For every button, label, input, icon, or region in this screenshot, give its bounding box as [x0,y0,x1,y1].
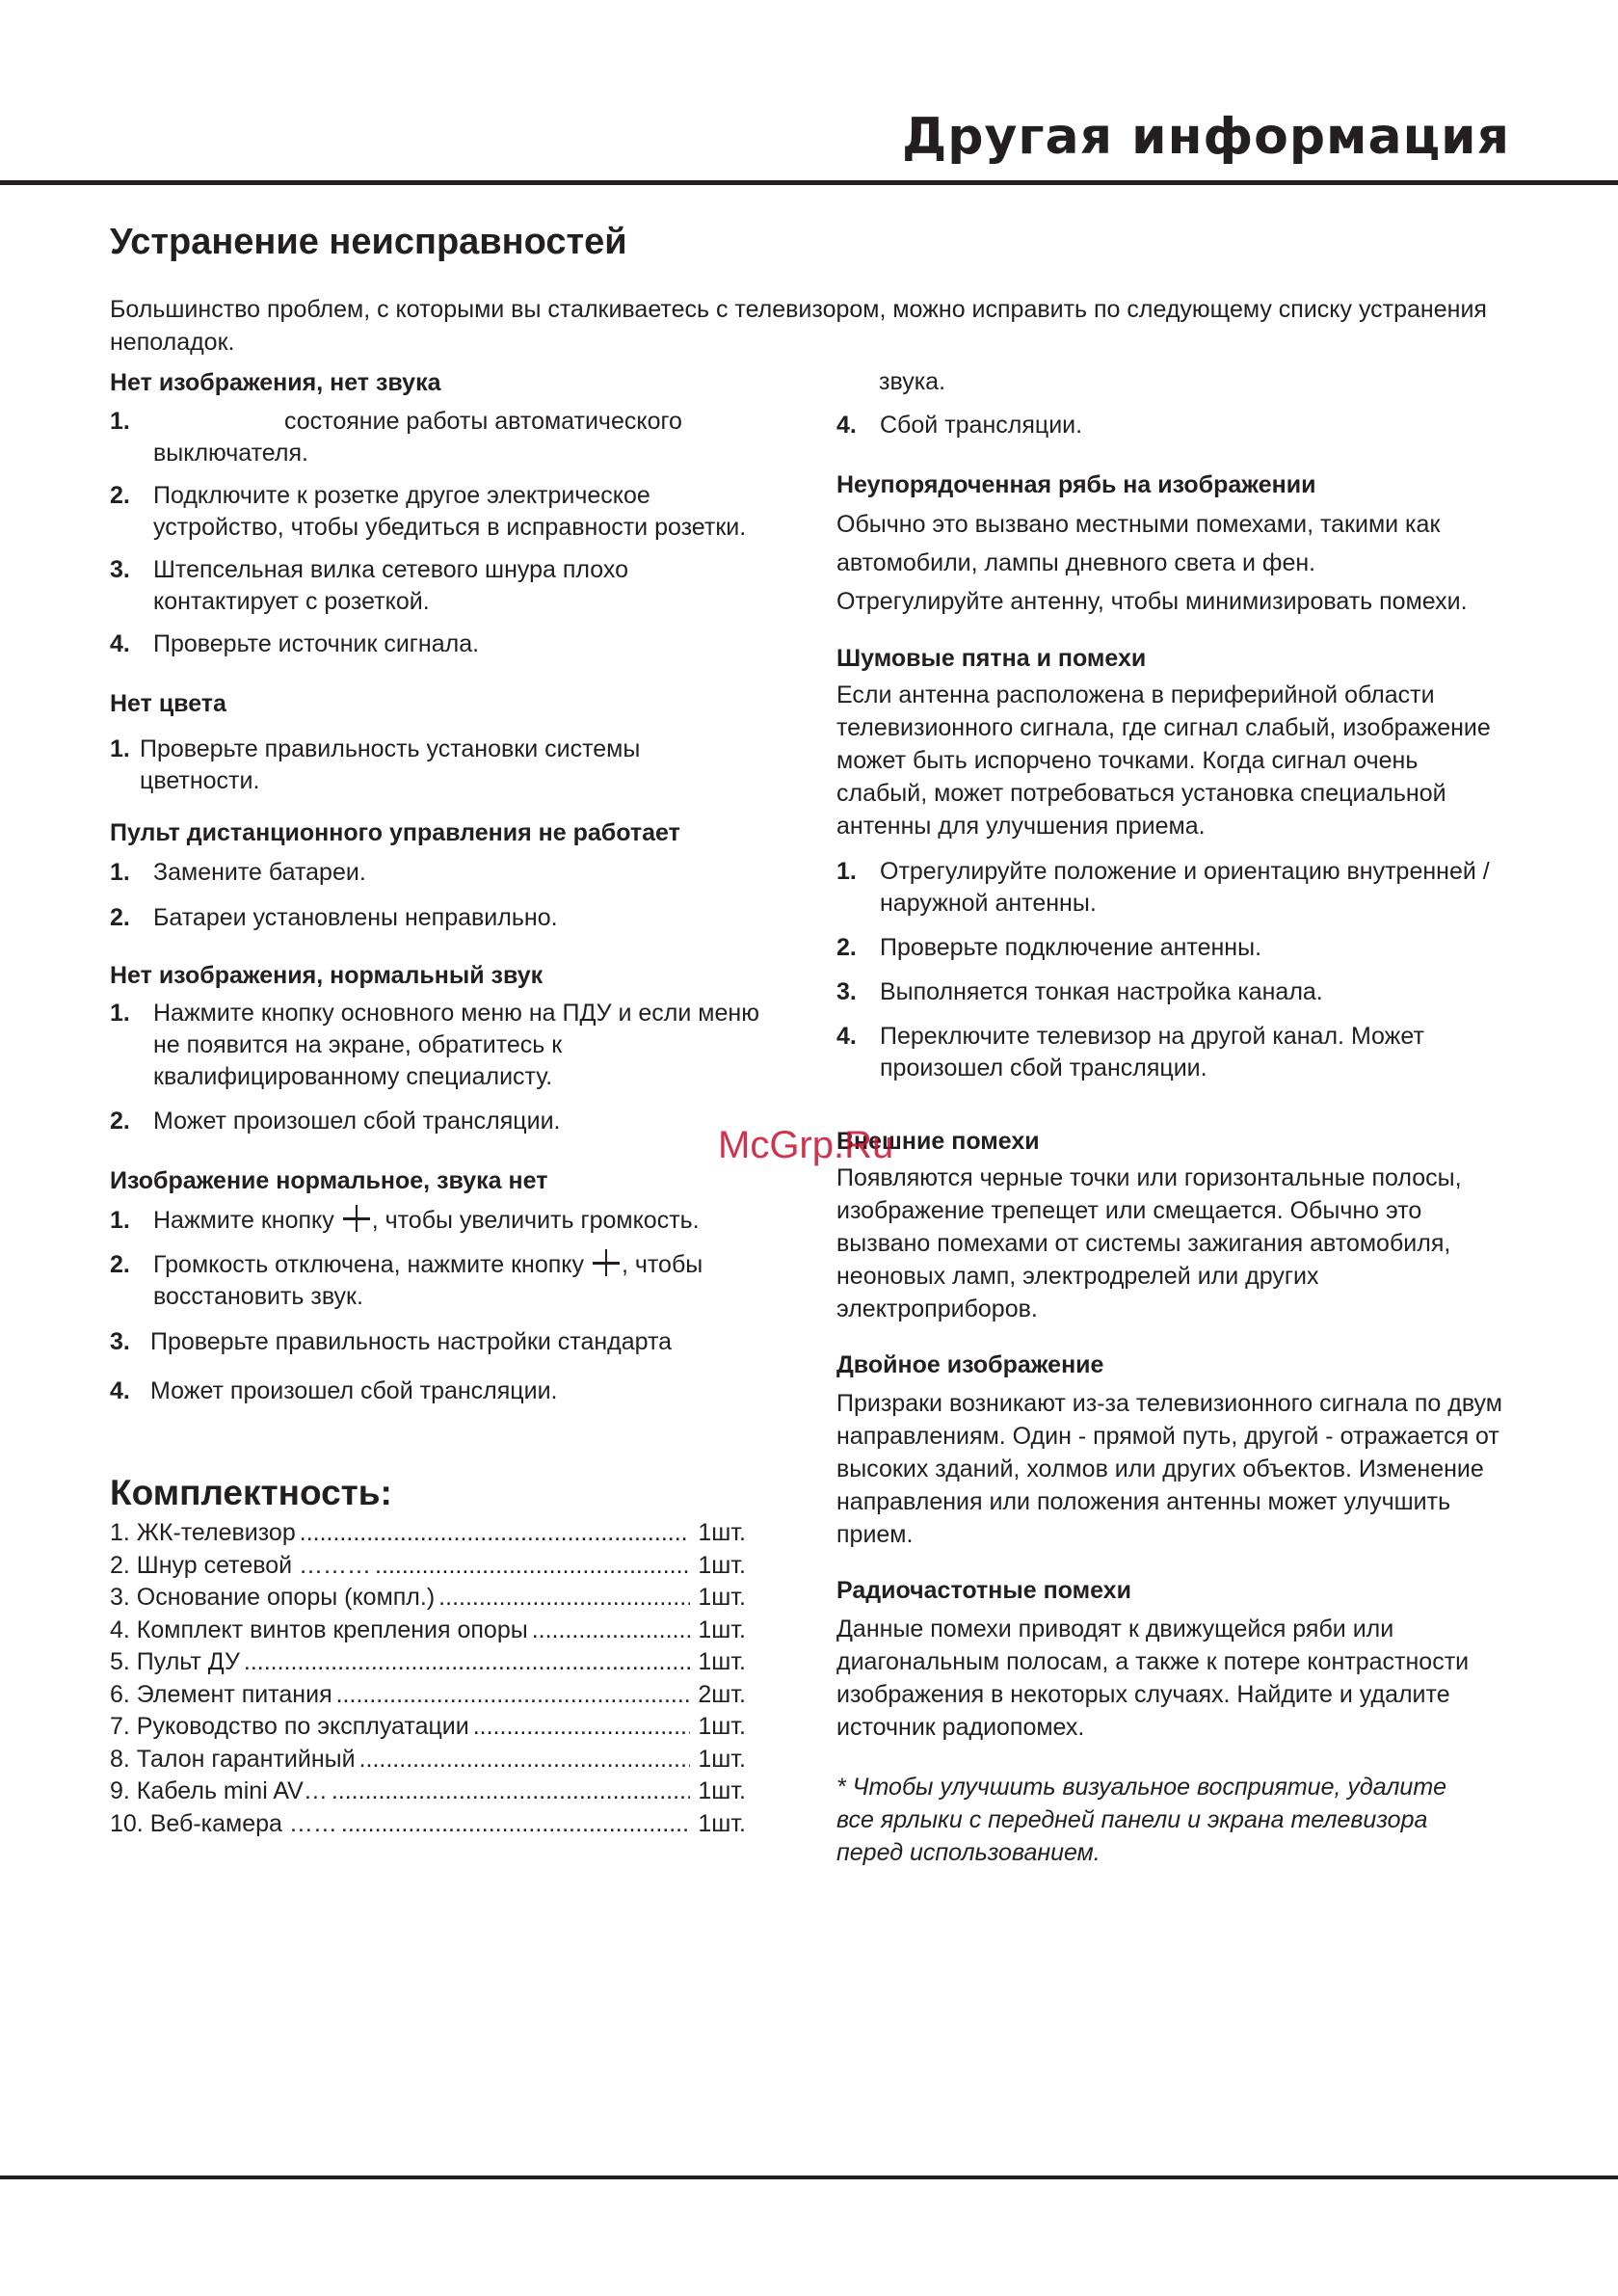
item-text: Батареи установлены неправильно. [153,904,558,931]
item-text: Замените батареи. [153,859,366,886]
leader-dots [296,1517,690,1550]
leader-dots [240,1646,690,1679]
heading-no-picture-no-sound: Нет изображения, нет звука [110,369,441,396]
item-text-before: Громкость отключена, нажмите кнопку [153,1251,591,1278]
kit-item [110,1582,746,1615]
item-number: 2. [836,934,857,961]
list-no-color [110,734,765,797]
leader-dots [332,1679,690,1712]
list-no-picture-normal-sound [110,998,765,1137]
list-item [836,976,1511,1008]
list-item [110,1375,765,1407]
external-text: Появляются черные точки или горизонтальные полосы, изображение трепещет или смещается. Обычно это вызвано помехами от системы зажигания автомобиля, неоновых ламп, электродрелей или других электроприборов. [836,1164,1462,1322]
kit-item [110,1775,746,1808]
item-number: 3. [110,556,130,583]
item-number: 2. [110,1108,130,1135]
note-text: * Чтобы улучшить визуальное восприятие, удалите все ярлыки с передней панели и экрана телевизора перед использованием. [836,1774,1447,1866]
item-number: 4. [110,630,130,657]
list-normal-picture-no-sound [110,1205,765,1407]
kit-item-name: 8. Талон гарантийный [110,1745,356,1773]
list-item [110,1326,765,1358]
list-item [110,857,765,889]
leader-dots [528,1615,690,1647]
list-item [110,734,765,797]
list-item [110,628,765,660]
list-item [110,1106,765,1137]
kit-item [110,1550,746,1583]
heading-rf: Радиочастотные помехи [836,1577,1131,1604]
kit-item [110,1808,746,1841]
list-item [110,902,765,934]
item-number: 1. [110,1000,130,1027]
plus-icon [593,1249,620,1276]
list-item [836,932,1511,964]
heading-no-color: Нет цвета [110,690,226,717]
list-noise [836,856,1511,1084]
item-text: Проверьте подключение антенны. [880,934,1262,961]
left-column [110,366,765,1840]
item-text-after: , чтобы увеличить громкость. [371,1207,700,1234]
kit-item-name: 10. Веб-камера …… [110,1809,337,1837]
kit-item-qty: 1шт. [698,1809,746,1837]
heading-normal-picture-no-sound: Изображение нормальное, звука нет [110,1167,548,1194]
kit-list [110,1517,765,1840]
item-text: Переключите телевизор на другой канал. Может произошел сбой трансляции. [880,1023,1424,1081]
list-item [110,1205,765,1237]
footer-rule [0,2176,1618,2179]
heading-ripple: Неупорядоченная рябь на изображении [836,471,1316,498]
list-continued [836,410,1511,441]
item-text: Нажмите кнопку основного меню на ПДУ и если меню не появится на экране, обратитесь к квалифицированному специалисту. [153,1000,759,1090]
list-item [836,1021,1511,1084]
double-text: Призраки возникают из-за телевизионного сигнала по двум направлениям. Один - прямой путь, другой - отражается от высоких зданий, холмов или других объектов. Изменение направления или положения антенны может улучшить прием. [836,1390,1502,1548]
item-text: Проверьте правильность настройки стандарта [150,1328,673,1355]
item-text-before: Нажмите кнопку [153,1207,341,1234]
list-item [110,1249,765,1313]
item-text: состояние работы автоматического выключателя. [153,408,682,467]
list-item [836,410,1511,441]
list-no-picture-no-sound [110,406,765,660]
kit-item-qty: 1шт. [698,1615,746,1643]
item-number: 2. [110,904,130,931]
kit-item-name: 3. Основание опоры (компл.) [110,1584,436,1611]
list-item [110,406,765,469]
section-title: Устранение неисправностей [110,222,627,262]
item-number: 1. [836,858,857,885]
list-item [110,480,765,544]
leader-dots [371,1550,690,1583]
noise-text: Если антенна расположена в периферийной области телевизионного сигнала, где сигнал слабый, изображение может быть испорчено точками. Когда сигнал очень слабый, может потребоваться установка специальной антенны для улучшения приема. [836,681,1491,840]
item-number: 1. [110,735,130,762]
item-number: 1. [110,859,130,886]
kit-item-qty: 2шт. [698,1680,746,1708]
right-column [836,366,1511,1869]
kit-item [110,1679,746,1712]
kit-item-qty: 1шт. [698,1745,746,1773]
item-text: Может произошел сбой трансляции. [153,1108,561,1135]
item-text: Подключите к розетке другое электрическое устройство, чтобы убедиться в исправности розетки. [153,482,747,541]
item-text: Может произошел сбой трансляции. [150,1377,558,1404]
kit-item [110,1646,746,1679]
rf-text: Данные помехи приводят к движущейся ряби или диагональным полосам, а также к потере контрастности изображения в некоторых случаях. Найдите и удалите источник радиопомех. [836,1615,1470,1741]
kit-item [110,1517,746,1550]
heading-external: Внешние помехи [836,1128,1040,1155]
item-text: Выполняется тонкая настройка канала. [880,978,1323,1005]
kit-item-name: 6. Элемент питания [110,1680,332,1708]
kit-item-qty: 1шт. [698,1648,746,1675]
kit-item [110,1615,746,1647]
item-number: 1. [110,408,130,435]
kit-item-name: 2. Шнур сетевой ……… [110,1551,372,1579]
item-number: 2. [110,1251,130,1278]
list-item [110,554,765,618]
kit-item-qty: 1шт. [698,1584,746,1611]
kit-item-qty: 1шт. [698,1519,746,1546]
kit-item-qty: 1шт. [698,1777,746,1804]
heading-double: Двойное изображение [836,1351,1104,1378]
kit-item-name: 1. ЖК-телевизор [110,1519,296,1546]
item-number: 4. [110,1377,130,1404]
header-rule [0,180,1618,185]
kit-title: Комплектность: [110,1473,392,1512]
item-number: 4. [836,412,857,439]
item-number: 2. [110,482,130,509]
item-number: 3. [110,1328,130,1355]
item-number: 1. [110,1207,130,1234]
watermark: McGrp.Ru [718,1124,894,1166]
leader-dots [469,1711,690,1744]
leader-dots [328,1775,690,1808]
heading-no-picture-normal-sound: Нет изображения, нормальный звук [110,962,544,989]
kit-item-qty: 1шт. [698,1713,746,1740]
leader-dots [356,1744,690,1776]
heading-remote: Пульт дистанционного управления не работает [110,819,680,846]
kit-item [110,1744,746,1776]
item-text: Проверьте источник сигнала. [153,630,480,657]
kit-item [110,1711,746,1744]
kit-item-name: 4. Комплект винтов крепления опоры [110,1615,528,1643]
plus-icon [343,1205,370,1232]
item-number: 3. [836,978,857,1005]
kit-item-name: 9. Кабель mini AV… [110,1777,328,1804]
leader-dots [435,1582,690,1615]
continued-tail: звука. [879,368,946,395]
item-text-after: , чтобы восстановить звук. [153,1251,703,1310]
item-text: Штепсельная вилка сетевого шнура плохо контактирует с розеткой. [153,556,629,615]
page-header-title: Другая информация [901,108,1510,166]
item-text: Проверьте правильность установки системы цветности. [140,735,641,794]
item-number: 4. [836,1023,857,1050]
item-text: Сбой трансляции. [880,412,1083,439]
item-text: Отрегулируйте положение и ориентацию внутренней / наружной антенны. [880,858,1490,917]
kit-item-name: 5. Пульт ДУ [110,1648,240,1675]
list-remote [110,857,765,934]
kit-item-name: 7. Руководство по эксплуатации [110,1713,469,1740]
ripple-text: Обычно это вызвано местными помехами, такими как автомобили, лампы дневного света и фен. Отрегулируйте антенну, чтобы минимизировать помехи. [836,511,1468,615]
leader-dots [337,1808,690,1841]
list-item [110,998,765,1093]
heading-noise: Шумовые пятна и помехи [836,645,1147,672]
kit-item-qty: 1шт. [698,1551,746,1579]
intro-paragraph: Большинство проблем, с которыми вы сталкиваетесь с телевизором, можно исправить по следующему списку устранения неполадок. [110,296,1487,356]
list-item [836,856,1511,920]
